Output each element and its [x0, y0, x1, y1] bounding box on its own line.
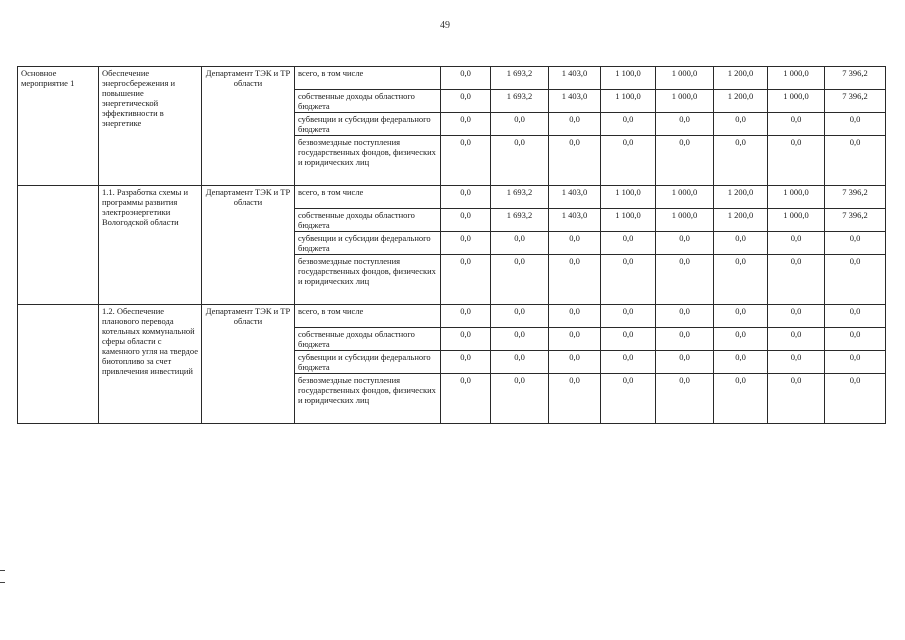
amount-cell: 0,0 — [549, 255, 601, 305]
amount-cell: 0,0 — [601, 351, 656, 374]
amount-cell: 0,0 — [714, 232, 768, 255]
department-cell: Департамент ТЭК и ТР области — [202, 305, 295, 424]
amount-cell: 0,0 — [601, 374, 656, 424]
amount-cell: 0,0 — [601, 232, 656, 255]
amount-cell: 0,0 — [441, 209, 491, 232]
event-cell — [18, 186, 99, 305]
activity-name-cell: Обеспечение энергосбережения и повышение энергетической эффективности в энергетике — [99, 67, 202, 186]
funding-source-cell: безвозмездные поступления государственных фондов, физических и юридических лиц — [295, 255, 441, 305]
amount-cell: 0,0 — [768, 374, 825, 424]
amount-cell: 1 200,0 — [714, 186, 768, 209]
funding-source-cell: субвенции и субсидии федерального бюджета — [295, 113, 441, 136]
budget-table — [17, 66, 886, 424]
funding-source-cell: всего, в том числе — [295, 305, 441, 328]
amount-cell: 0,0 — [656, 232, 714, 255]
amount-cell: 0,0 — [768, 232, 825, 255]
amount-cell: 1 000,0 — [656, 67, 714, 90]
activity-name-cell: 1.1. Разработка схемы и программы развития электроэнергетики Вологодской области — [99, 186, 202, 305]
amount-cell: 0,0 — [441, 67, 491, 90]
amount-cell: 0,0 — [601, 328, 656, 351]
amount-cell: 0,0 — [441, 186, 491, 209]
amount-cell: 0,0 — [656, 136, 714, 186]
amount-cell: 0,0 — [768, 328, 825, 351]
amount-cell: 1 403,0 — [549, 209, 601, 232]
amount-cell: 0,0 — [441, 305, 491, 328]
amount-cell: 1 000,0 — [656, 186, 714, 209]
amount-cell: 1 000,0 — [656, 209, 714, 232]
amount-cell: 0,0 — [714, 255, 768, 305]
amount-cell: 1 200,0 — [714, 209, 768, 232]
amount-cell: 0,0 — [491, 113, 549, 136]
amount-cell: 0,0 — [491, 136, 549, 186]
amount-cell: 0,0 — [825, 328, 886, 351]
funding-source-cell: собственные доходы областного бюджета — [295, 209, 441, 232]
amount-cell: 0,0 — [549, 351, 601, 374]
amount-cell: 1 403,0 — [549, 67, 601, 90]
department-cell: Департамент ТЭК и ТР области — [202, 186, 295, 305]
amount-cell: 0,0 — [656, 113, 714, 136]
amount-cell: 0,0 — [825, 351, 886, 374]
amount-cell: 1 200,0 — [714, 67, 768, 90]
amount-cell: 0,0 — [825, 305, 886, 328]
amount-cell: 0,0 — [656, 255, 714, 305]
amount-cell: 0,0 — [491, 328, 549, 351]
amount-cell: 7 396,2 — [825, 186, 886, 209]
amount-cell: 0,0 — [714, 113, 768, 136]
amount-cell: 1 000,0 — [768, 90, 825, 113]
amount-cell: 0,0 — [601, 113, 656, 136]
funding-source-cell: собственные доходы областного бюджета — [295, 328, 441, 351]
amount-cell: 0,0 — [441, 113, 491, 136]
amount-cell: 0,0 — [714, 374, 768, 424]
amount-cell: 1 000,0 — [768, 186, 825, 209]
activity-name-cell: 1.2. Обеспечение планового перевода котельных коммунальной сферы области с каменного угля на твердое биотопливо за счет привлечения инвестиций — [99, 305, 202, 424]
amount-cell: 0,0 — [825, 374, 886, 424]
amount-cell: 0,0 — [549, 374, 601, 424]
amount-cell: 0,0 — [441, 351, 491, 374]
amount-cell: 0,0 — [549, 113, 601, 136]
amount-cell: 0,0 — [714, 136, 768, 186]
margin-mark — [0, 570, 5, 571]
amount-cell: 0,0 — [768, 136, 825, 186]
event-cell — [18, 305, 99, 424]
amount-cell: 0,0 — [491, 351, 549, 374]
amount-cell: 1 693,2 — [491, 209, 549, 232]
amount-cell: 0,0 — [441, 328, 491, 351]
amount-cell: 0,0 — [441, 374, 491, 424]
amount-cell: 0,0 — [601, 136, 656, 186]
funding-source-cell: безвозмездные поступления государственных фондов, физических и юридических лиц — [295, 136, 441, 186]
amount-cell: 0,0 — [441, 232, 491, 255]
amount-cell: 7 396,2 — [825, 67, 886, 90]
funding-source-cell: безвозмездные поступления государственных фондов, физических и юридических лиц — [295, 374, 441, 424]
amount-cell: 0,0 — [656, 305, 714, 328]
amount-cell: 0,0 — [768, 255, 825, 305]
amount-cell: 0,0 — [714, 328, 768, 351]
amount-cell: 0,0 — [768, 305, 825, 328]
amount-cell: 0,0 — [549, 136, 601, 186]
amount-cell: 1 000,0 — [656, 90, 714, 113]
amount-cell: 0,0 — [491, 232, 549, 255]
table-row — [18, 67, 886, 90]
amount-cell: 1 403,0 — [549, 90, 601, 113]
table-row — [18, 305, 886, 328]
event-cell: Основное мероприятие 1 — [18, 67, 99, 186]
amount-cell: 0,0 — [601, 305, 656, 328]
amount-cell: 0,0 — [549, 305, 601, 328]
funding-source-cell: субвенции и субсидии федерального бюджета — [295, 351, 441, 374]
amount-cell: 0,0 — [491, 374, 549, 424]
amount-cell: 0,0 — [656, 374, 714, 424]
amount-cell: 1 693,2 — [491, 186, 549, 209]
funding-source-cell: всего, в том числе — [295, 186, 441, 209]
amount-cell: 1 100,0 — [601, 209, 656, 232]
amount-cell: 1 693,2 — [491, 67, 549, 90]
amount-cell: 0,0 — [768, 351, 825, 374]
funding-source-cell: собственные доходы областного бюджета — [295, 90, 441, 113]
margin-mark — [0, 582, 5, 583]
amount-cell: 0,0 — [441, 136, 491, 186]
department-cell: Департамент ТЭК и ТР области — [202, 67, 295, 186]
amount-cell: 1 403,0 — [549, 186, 601, 209]
amount-cell: 0,0 — [441, 255, 491, 305]
amount-cell: 1 100,0 — [601, 186, 656, 209]
amount-cell: 7 396,2 — [825, 209, 886, 232]
funding-source-cell: всего, в том числе — [295, 67, 441, 90]
amount-cell: 0,0 — [656, 328, 714, 351]
amount-cell: 0,0 — [825, 232, 886, 255]
amount-cell: 1 200,0 — [714, 90, 768, 113]
amount-cell: 1 100,0 — [601, 90, 656, 113]
amount-cell: 1 000,0 — [768, 67, 825, 90]
amount-cell: 0,0 — [714, 305, 768, 328]
funding-source-cell: субвенции и субсидии федерального бюджета — [295, 232, 441, 255]
amount-cell: 0,0 — [441, 90, 491, 113]
amount-cell: 0,0 — [714, 351, 768, 374]
amount-cell: 1 000,0 — [768, 209, 825, 232]
amount-cell: 0,0 — [825, 255, 886, 305]
page-number: 49 — [440, 20, 450, 31]
table-row — [18, 186, 886, 209]
amount-cell: 0,0 — [549, 232, 601, 255]
amount-cell: 0,0 — [601, 255, 656, 305]
amount-cell: 7 396,2 — [825, 90, 886, 113]
amount-cell: 1 693,2 — [491, 90, 549, 113]
amount-cell: 0,0 — [825, 136, 886, 186]
amount-cell: 0,0 — [549, 328, 601, 351]
amount-cell: 0,0 — [656, 351, 714, 374]
amount-cell: 0,0 — [825, 113, 886, 136]
amount-cell: 0,0 — [491, 305, 549, 328]
amount-cell: 0,0 — [768, 113, 825, 136]
amount-cell: 0,0 — [491, 255, 549, 305]
amount-cell: 1 100,0 — [601, 67, 656, 90]
